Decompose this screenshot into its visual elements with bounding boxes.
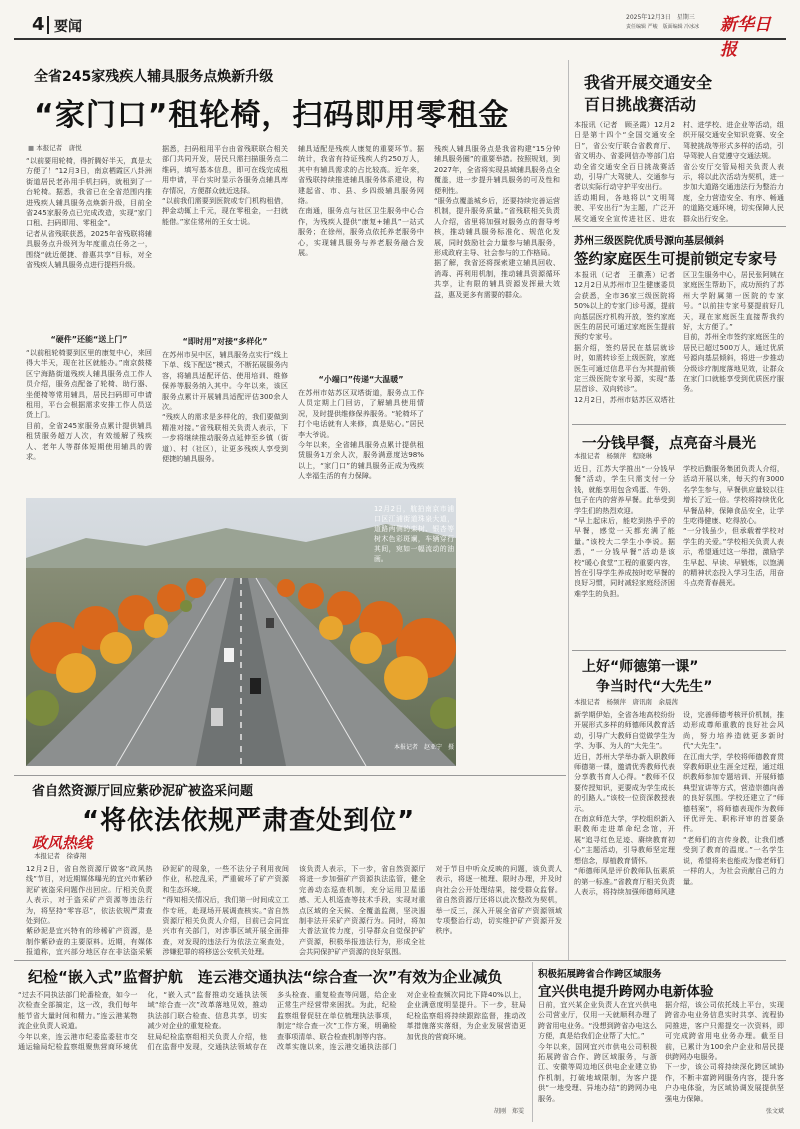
masthead-rule	[14, 38, 786, 40]
article-credit: 胡刚 郑雯	[493, 1108, 524, 1115]
article-headline: 签约家庭医生可提前锁定专家号	[574, 252, 777, 268]
issue-date: 2025年12月3日 星期三	[626, 14, 695, 21]
article-headline: “将依法依规严肃查处到位”	[82, 806, 416, 836]
divider-a4-a6	[572, 650, 786, 651]
article-kicker: 省自然资源厅回应紫砂泥矿被盗采问题	[32, 784, 254, 799]
article-power	[536, 962, 786, 1122]
article-discipline	[14, 962, 530, 1122]
divider-a3-a4	[572, 424, 786, 425]
article-column-2b: 在苏州市吴中区，辅具服务点实行“线上下单、线下配送”模式，不断拓展服务内容，将辅具适配评估、使用培训、维修保养等服务纳入其中。今年以来，该区服务点累计开展辅具适配评估300余人次。 “残疾人的需求是多样化的，我们要做到精准对接。”省残联相关负责人表示，下一步将继续推动服务点延伸至乡镇（街道）、村（社区），让更多残疾人享受到便捷的辅具服务。	[162, 350, 288, 464]
article-headline: 纪检“嵌入式”监督护航 连云港交通执法“综合查一次”有效为企业减负	[28, 968, 503, 986]
column-divider-bottom	[532, 962, 533, 1122]
article-body: 近日，江苏大学推出“一分钱早餐”活动，学生只需支付一分钱，就能享用包含鸡蛋、牛奶、包子在内的营养早餐。此举受到学生们的热烈欢迎。 “早上起床后，能吃到热乎乎的早餐，感觉一天都充满了能量。”该校大二学生小李说。据悉，“一分钱早餐”活动是该校“暖心食堂”工程的重要内容，旨在引导学生养成按时吃早餐的良好习惯，同时减轻家庭经济困难学生的负担。 学校后勤服务集团负责人介绍，活动开展以来，每天约有3000名学生参与，早餐供应量较以往增长了近一倍。学校将持续优化早餐品种，保障食品安全，让学生吃得健康、吃得放心。 “一分钱虽少，但承载着学校对学生的关爱。”学校相关负责人表示，希望通过这一举措，激励学生早起、早读、早锻炼，以饱满的精神状态投入学习生活，用奋斗点亮青春晨光。	[574, 464, 784, 598]
article-dateline	[28, 144, 82, 153]
article-body: 12月2日，省自然资源厅做客“政风热线”节目，对近期媒体曝光的宜兴市紫砂泥矿被盗采问题作出回应。厅相关负责人表示，对于盗采矿产资源等违法行为，将坚持“零容忍”，依法依规严肃查处到位。 紫砂泥是宜兴特有的珍稀矿产资源，是制作紫砂壶的主要原料。近期，有媒体报道称，宜兴部分地区存在非法盗采紫砂泥矿的现象，一些不法分子利用夜间作业，私挖乱采，严重破坏了矿产资源和生态环境。 “得知相关情况后，我们第一时间成立工作专班，赴现场开展调查核实。”省自然资源厅相关负责人介绍，目前已会同宜兴市有关部门，对涉事区域开展全面排查，对发现的违法行为依法立案查处，涉嫌犯罪的将移送公安机关处理。 该负责人表示，下一步，省自然资源厅将进一步加强矿产资源执法监管，健全完善动态巡查机制，充分运用卫星遥感、无人机巡查等技术手段，实现对重点区域的全天候、全覆盖监测，坚决遏制非法开采矿产资源行为。同时，将加大普法宣传力度，引导群众自觉保护矿产资源，积极举报违法行为，形成全社会共同保护矿产资源的良好氛围。 对于节目中听众反映的问题，该负责人表示，将逐一梳理、限时办理，并及时向社会公开处理结果，接受群众监督。省自然资源厅还将以此次整改为契机，举一反三，深入开展全省矿产资源领域专项整治行动，切实维护矿产资源开发秩序。	[26, 864, 562, 957]
article-body: “过去不同执法部门轮番检查，如今一次检查全部搞定，这一改，我们每年能节省大量时间和精力。”连云港某物流企业负责人说道。 今年以来，连云港市纪委监委驻市交通运输局纪检监察组聚焦营商环境优化，“嵌入式”监督推动交通执法领域“综合查一次”改革落地见效，推动执法部门联合检查、信息共享，切实减少对企业的重复检查。 驻局纪检监察组相关负责人介绍，他们在监督中发现，交通执法领域存在多头检查、重复检查等问题，给企业正常生产经营带来困扰。为此，纪检监察组督促驻在单位梳理执法事项，制定“综合查一次”工作方案，明确检查事项清单、联合检查机制等内容。 改革实施以来，连云港交通执法部门对企业检查频次同比下降40%以上，企业满意度明显提升。下一步，驻局纪检监察组将持续跟踪监督，推动改革措施落实落细，为企业发展营造更加优良的营商环境。	[18, 990, 526, 1052]
article-subhead-3: “小端口”传递“大温暖”	[318, 375, 404, 384]
article-kicker: 苏州三级医院优质号源向基层倾斜	[574, 236, 724, 247]
article-teachers	[572, 652, 786, 952]
page-number: 4	[32, 14, 45, 35]
section-name: 要闻	[54, 19, 82, 35]
article-column-4: 残疾人辅具服务点是我省构建“15分钟辅具服务圈”的重要举措。按照规划，到2027年，全省将实现县域辅具服务点全覆盖，进一步提升辅具服务的可及性和便利性。 “服务点覆盖城乡后，还要持续完善运营机制，提升服务质量。”省残联相关负责人介绍，省里将加强对服务点的督导考核，推动辅具服务标准化、规范化发展，同时鼓励社会力量参与辅具服务，形成政府主导、社会参与的工作格局。 据了解，我省还将探索建立辅具回收、消毒、再利用机制，推动辅具资源循环共享，让有限的辅具资源发挥最大效益，惠及更多有需要的群众。	[434, 144, 560, 299]
divider-above-a5	[14, 775, 566, 776]
photo-caption: 12月2日，航拍南京市浦口区江浦街道珠泉大道，道路两侧的栾树、银杏等树木色彩斑斓，车辆穿行其间，宛如一幅流动的油画。	[374, 505, 454, 563]
article-credit: 张文斌	[765, 1108, 784, 1115]
article-headline: 宜兴供电提升跨网办电新体验	[538, 984, 714, 1000]
article-dateline: 本报记者 杨频萍 唐讯南 余晨茜	[574, 698, 678, 706]
article-breakfast	[572, 426, 786, 646]
article-headline: “家门口”租轮椅，扫码即用零租金	[34, 98, 510, 133]
article-headline: 争当时代“大先生”	[596, 679, 713, 695]
newspaper-logo: 新华日报	[720, 15, 771, 60]
article-kicker: 积极拓展跨省合作跨区域服务	[538, 969, 662, 980]
article-headline: 百日挑战赛活动	[584, 95, 697, 114]
column-logo: 政风热线	[32, 834, 93, 852]
article-column-3b: 在苏州市姑苏区双塔街道，服务点工作人员定期上门回访，了解辅具使用情况，及时提供维修保养服务。“轮椅坏了打个电话就有人来修，真是贴心。”居民李大爷说。 今年以来，全省辅具服务点累计提供租赁服务1万余人次，服务满意度达98%以上，“家门口”的辅具服务正成为残疾人幸福生活的有力保障。	[298, 388, 424, 481]
dateline-text: 本报记者 唐悦	[36, 144, 82, 152]
photo-credit: 本报记者 赵亚宁 摄	[393, 744, 454, 751]
article-body: 本报讯（记者 顾圣霞）12月2日是第十四个“全国交通安全日”，省公安厅联合省教育厅、省文明办、省委网信办等部门启动全省交通安全百日挑战赛活动，引导广大驾驶人、交通参与者以实际行动守护平安出行。 活动期间，各地将以“文明驾驶、平安出行”为主题，广泛开展交通安全宣传进社区、进农村、进学校、进企业等活动，组织开展交通安全知识竞赛、安全驾驶挑战等形式多样的活动，引导驾驶人自觉遵守交通法规。 省公安厅交管局相关负责人表示，将以此次活动为契机，进一步加大道路交通违法行为整治力度，全力营造安全、有序、畅通的道路交通环境，切实保障人民群众出行安全。	[574, 120, 784, 223]
article-kicker: 我省开展交通安全	[584, 73, 713, 92]
article-body: 日前，宜兴某企业负责人在宜兴供电公司营业厅，仅用一天就顺利办理了跨省用电业务。“没想到跨省办电这么方便，真是给我们企业帮了大忙。” 今年以来，国网宜兴市供电公司积极拓展跨省合作、跨区域服务，与浙江、安徽等周边地区供电企业建立协作机制，打破地域限制，为客户提供“一地受理、异地办结”的跨网办电服务。 据介绍，该公司依托线上平台，实现跨省办电业务信息实时共享、流程协同推进，客户只需提交一次资料，即可完成跨省用电业务办理。截至目前，已累计为100余户企业和居民提供跨网办电服务。 下一步，该公司将持续深化跨区域协作，不断丰富跨网服务内容，提升客户办电体验，为区域协调发展提供坚强电力保障。	[538, 1000, 784, 1103]
article-kicker: 上好“师德第一课”	[582, 659, 699, 675]
article-body: 本报讯（记者 王徽燕）记者12月2日从苏州市卫生健康委员会获悉，全市36家三级医院将50%以上的专家门诊号源，提前向基层医疗机构开放，签约家庭医生的居民可通过家庭医生提前预约专家号。 据介绍，签约居民在基层就诊时，如需转诊至上级医院，家庭医生可通过信息平台为其提前锁定三级医院专家号源，实现“基层首诊、双向转诊”。 12月2日，苏州市姑苏区双塔社区卫生服务中心，居民张阿姨在家庭医生帮助下，成功预约了苏州大学附属第一医院的专家号。“以前挂专家号要提前好几天，现在家庭医生直接帮我约好，太方便了。” 目前，苏州全市签约家庭医生的居民已超过500万人，通过优质号源向基层倾斜，将进一步推动分级诊疗制度落地见效，让群众在家门口就能享受到优质医疗服务。	[574, 270, 784, 404]
article-headline: 一分钱早餐，点亮奋斗晨光	[582, 436, 756, 452]
article-body: 新学期伊始，全省各地高校纷纷开展形式多样的师德师风教育活动，引导广大教师自觉做学生为学、为事、为人的“大先生”。 近日，苏州大学举办新入职教师师德第一课，邀请优秀教师代表分享教书育人心得。“教师不仅要传授知识，更要成为学生成长的引路人。”该校一位资深教授表示。 在南京师范大学，学校组织新入职教师走进革命纪念馆，开展“追寻红色足迹、赓续教育初心”主题活动，引导教师坚定理想信念，厚植教育情怀。 “师德师风是评价教师队伍素质的第一标准。”省教育厅相关负责人表示，将持续加强师德师风建设，完善师德考核评价机制，推动形成尊师重教的良好社会风尚，努力培养造就更多新时代“大先生”。 在江南大学，学校将师德教育贯穿教师职业生涯全过程，通过组织教师参加专题培训、开展师德典型宣讲等方式，营造崇德向善的良好氛围。学校还建立了“师德档案”，将师德表现作为教师评优评先、职称评审的首要条件。 “老师们的言传身教，让我们感受到了教育的温度。”一名学生说，希望将来也能成为像老师们一样的人，为社会贡献自己的力量。	[574, 710, 784, 896]
column-divider	[568, 60, 569, 960]
article-subhead-1: “硬件”还能“送上门”	[50, 335, 128, 344]
article-subhead-2: “即时用”对接“多样化”	[182, 337, 268, 346]
article-column-3: 辅具适配是残疾人康复的重要环节。据统计，我省有持证残疾人约250万人，其中有辅具需求的占比较高。近年来，省残联持续推进辅具服务体系建设，构建起省、市、县、乡四级辅具服务网络。 在南通，服务点与社区卫生服务中心合作，为残疾人提供“康复+辅具”一站式服务；在徐州，服务点依托养老服务中心，实现辅具服务与养老服务融合发展。	[298, 144, 424, 258]
divider-above-a7	[14, 960, 786, 961]
divider-a2-a3	[572, 226, 786, 227]
news-photo	[26, 498, 456, 766]
page-number-divider	[47, 16, 49, 34]
editors: 责任编辑 严峻 版面编辑 冷冰冰	[626, 24, 700, 30]
article-column-1b: “以前租轮椅要到区里的康复中心，来回得大半天，现在社区就能办。”南京鼓楼区宁海路街道残疾人辅具服务点工作人员介绍，服务点配备了轮椅、助行器、坐便椅等常用辅具，居民扫码即可申请租用，平台会根据需求安排工作人员送货上门。 目前，全省245家服务点累计提供辅具租赁服务超万人次，有效缓解了残疾人、老年人等群体短期使用辅具的需求。	[26, 348, 152, 462]
article-kicker: 全省245家残疾人辅具服务点焕新升级	[34, 69, 274, 85]
article-column-1: “以前要用轮椅，得折腾好半天，真是太方便了！”12月3日，南京栖霞区八卦洲街道居民老孙用手机扫码，就租到了一台轮椅。据悉，我省已在全省范围内推进残疾人辅具服务点焕新升级，目前全省245家服务点已完成改造，实现“家门口租、扫码即用、零租金”。 记者从省残联获悉，2025年省残联将辅具服务点升级列为年度重点任务之一，围绕“就近便捷、普惠共享”目标，对全省残疾人辅具服务点进行提档升级。	[26, 156, 152, 270]
article-dateline: 本报记者 杨频萍 程晓琳	[574, 452, 652, 460]
article-dateline: 本报记者 徐睿翔	[34, 852, 86, 860]
masthead	[14, 10, 786, 60]
camera-icon: ■	[28, 144, 37, 152]
article-column-2: 据悉，扫码租用平台由省残联联合相关部门共同开发，居民只需扫描服务点二维码，填写基本信息，即可在线完成租用申请，平台实时显示各服务点辅具库存情况，方便群众就近选择。 “以前我们需要到医院或专门机构租借，押金动辄上千元，现在零租金，一扫就能借。”家住常州的王女士说。	[162, 144, 288, 226]
article-hospital	[572, 228, 786, 440]
